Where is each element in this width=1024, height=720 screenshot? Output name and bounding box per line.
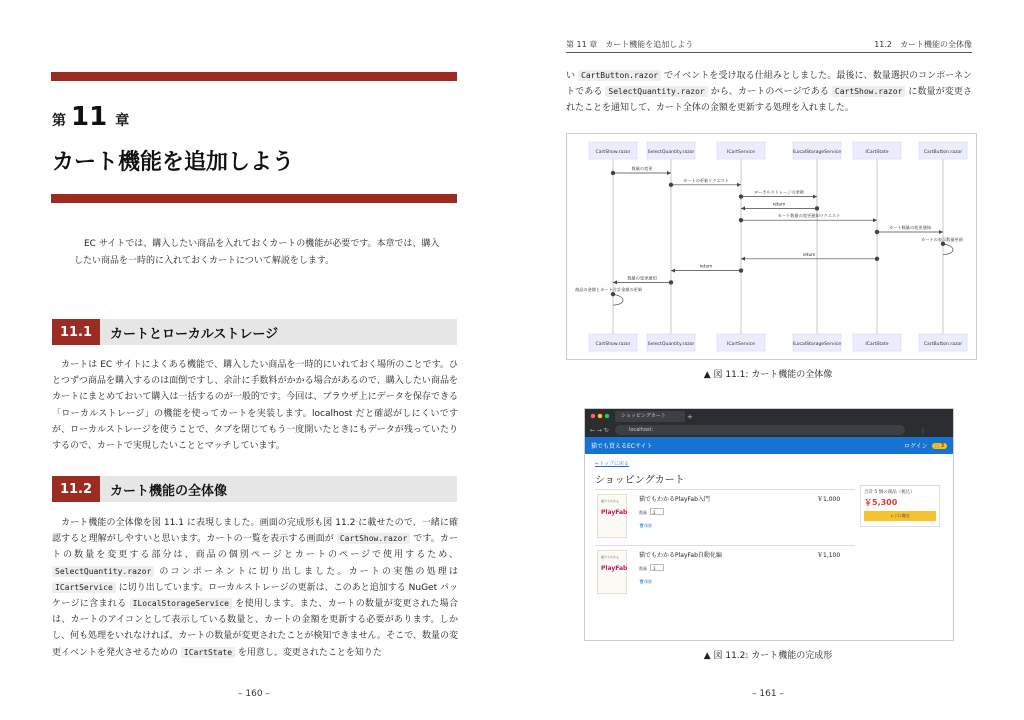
site-title[interactable]: 猫でも買えるECサイト xyxy=(591,443,653,450)
cart-heading: ショッピングカート xyxy=(595,475,685,486)
paragraph-11-2 xyxy=(52,515,458,661)
running-header xyxy=(566,39,972,53)
browser-menu-icon[interactable]: ⋮ xyxy=(920,428,926,435)
chapter-title: カート機能を追加しよう xyxy=(52,150,295,175)
navbar-right xyxy=(904,441,947,450)
text-run: のコンポーネントに切り出しました。カートの実態の処理は xyxy=(154,566,458,577)
message-label: 商品の金額とカート合計金額の更新 xyxy=(575,287,643,293)
chapter-suffix: 章 xyxy=(115,113,130,129)
text-run: から、カートのページである xyxy=(707,87,832,98)
paragraph-11-1: カートは EC サイトによくある機能で、購入したい商品を一時的にいれておく場所のことです。ひとつずつ商品を購入するのは面倒ですし、余計に手数料がかかる場合があるので、購入したい商品をカートにまとめておいて購入は一括するのが一般的です。今回は、ブラウザ上にデータを保存できる「ローカルストレージ」の機能を使ってカートを実装します。localhost だと確認がしにくいですが、ローカルストレージを使うことで、タブを閉じてもう一度開いたときにもデータが残っていたりするので、カートで実現したいこととマッチしています。 xyxy=(52,360,458,452)
message-label: カート数量の変更通知リクエスト xyxy=(777,213,841,219)
trash-icon: 🗑 xyxy=(639,579,645,584)
participant-label: ICartState xyxy=(865,150,889,155)
section-number: 11.1 xyxy=(52,319,100,345)
chapter-prefix: 第 xyxy=(52,113,66,129)
text-run: です。カートの数量を変更する部分は、商品の個別ページとカートのページで使用するため、 xyxy=(52,534,458,561)
browser-chrome xyxy=(585,409,953,437)
cart-item xyxy=(595,545,855,591)
participant-label: CartShow.razor xyxy=(595,342,631,347)
arrowhead xyxy=(671,269,675,273)
inline-code: SelectQuantity.razor xyxy=(52,566,154,577)
section-title: カート機能の全体像 xyxy=(110,483,228,499)
chapter-top-rule xyxy=(51,72,457,81)
cart-button[interactable] xyxy=(932,443,947,449)
delete-item-button[interactable] xyxy=(639,523,652,529)
chapter-number xyxy=(52,102,129,132)
quantity-selector xyxy=(639,564,664,572)
app-screenshot-figure xyxy=(584,408,954,641)
participant-label: SelectQuantity.razor xyxy=(647,342,695,347)
section-heading-11-2 xyxy=(52,476,457,502)
arrowhead xyxy=(813,195,817,199)
app-navbar xyxy=(585,437,953,454)
item-name[interactable]: 猫でもわかるPlayFab入門 xyxy=(639,496,710,503)
figure-11-2-caption: ▲ 図 11.2: カート機能の完成形 xyxy=(703,651,833,661)
cart-icon: 🛒 xyxy=(934,442,941,449)
arrowhead xyxy=(939,230,943,234)
minimize-window-icon[interactable] xyxy=(598,414,603,419)
sequence-diagram-figure xyxy=(566,133,977,360)
inline-code: ICartState xyxy=(181,647,235,658)
participant-label: ILocalStorageService xyxy=(792,150,842,155)
header-chapter: 第 11 章 カート機能を追加しよう xyxy=(566,40,694,49)
inline-code: ILocalStorageService xyxy=(130,598,232,609)
address-bar[interactable] xyxy=(615,425,905,435)
text-run: に数量が変更されたことを通知して、カート全体の金額を更新する処理を入れました。 xyxy=(566,87,972,114)
arrowhead xyxy=(613,280,617,284)
arrowhead xyxy=(667,171,671,175)
quantity-label: 数量 xyxy=(639,566,647,571)
participant-label: CartShow.razor xyxy=(595,150,631,155)
participant-label: CartButton.razor xyxy=(923,342,963,347)
inline-code: SelectQuantity.razor xyxy=(605,86,707,97)
summary-label: 合計 5 個の商品（税込） xyxy=(864,490,915,495)
section-heading-11-1 xyxy=(52,319,457,345)
participant-label: ICartService xyxy=(726,150,756,155)
sequence-diagram xyxy=(567,134,976,359)
text-run: でイベントを受け取る仕組みとしました。最後に、数量選択のコンポーネントである xyxy=(566,71,972,98)
cart-count: 3 xyxy=(940,442,944,449)
delete-label: 削除 xyxy=(644,579,653,584)
message-label: 数量の変更 xyxy=(631,166,653,171)
arrowhead xyxy=(873,218,877,222)
self-message-arrow xyxy=(943,244,953,255)
section-title: カートとローカルストレージ xyxy=(110,326,279,342)
item-name[interactable]: 猫でもわかるPlayFab自動化編 xyxy=(639,552,722,559)
header-section: 11.2 カート機能の全体像 xyxy=(874,40,972,49)
maximize-window-icon[interactable] xyxy=(605,414,610,419)
quantity-selector xyxy=(639,508,664,516)
chapter-bottom-rule xyxy=(51,194,457,203)
message-label: カート数量の変更通知 xyxy=(889,225,931,230)
inline-code: CartButton.razor xyxy=(578,70,661,81)
message-label: カートの表示数量更新 xyxy=(921,236,963,242)
section-number: 11.2 xyxy=(52,476,100,502)
participant-label: ICartState xyxy=(865,342,889,347)
cover-brand: PlayFab xyxy=(601,509,628,516)
participant-label: SelectQuantity.razor xyxy=(647,150,695,155)
cart-item xyxy=(595,489,855,535)
arrowhead xyxy=(741,257,745,261)
message-label: 数量の変更通知 xyxy=(627,275,657,281)
message-label: return xyxy=(699,263,713,269)
close-window-icon[interactable] xyxy=(591,414,596,419)
text-run: を用意し、変更されたことを知りた xyxy=(235,647,382,658)
page-number-right: – 161 – xyxy=(752,689,784,699)
nav-arrows-icon[interactable]: ← → ↻ xyxy=(590,427,609,434)
chapter-intro: EC サイトでは、購入したい商品を入れておくカートの機能が必要です。本章では、購入したい商品を一時的に入れておくカートについて解説をします。 xyxy=(74,239,440,266)
summary-price: ￥5,300 xyxy=(864,498,898,507)
delete-label: 削除 xyxy=(644,523,653,528)
figure-11-1-caption: ▲ 図 11.1: カート機能の全体像 xyxy=(703,370,833,380)
participant-label: CartButton.razor xyxy=(923,150,963,155)
cover-subtitle: 猫でもわかる xyxy=(601,555,620,559)
participant-label: ILocalStorageService xyxy=(792,342,842,347)
message-label: return xyxy=(802,251,816,257)
quantity-label: 数量 xyxy=(639,510,647,515)
tab-title: ショッピングカート xyxy=(621,413,666,419)
book-cover-image xyxy=(597,494,627,538)
login-link[interactable]: ログイン xyxy=(903,443,928,450)
arrowhead xyxy=(737,183,741,187)
new-tab-icon[interactable]: + xyxy=(687,413,693,421)
item-price: ￥1,100 xyxy=(817,552,841,559)
url-text: localhost: xyxy=(629,427,654,433)
delete-item-button[interactable] xyxy=(639,579,652,585)
book-cover-image xyxy=(597,550,627,594)
message-label: ローカルストレージの更新 xyxy=(754,189,804,195)
order-summary xyxy=(860,485,940,527)
text-run: を使用します。また、カートの数量が変更された場合は、カートのアイコンとして表示している数量と、カートの金額を更新する必要があります。しかし、何も処理をいれなければ、カートの数量が変更されたことが検知できません。そこで、数量の変更イベントを発火させるための xyxy=(52,599,458,658)
message-label: return xyxy=(772,201,786,207)
cover-subtitle: 猫でもわかる xyxy=(601,499,620,503)
inline-code: CartShow.razor xyxy=(832,86,905,97)
text-run: カート機能の全体像を図 11.1 に表現しました。画面の完成形も図 11.2 に載せたので、一緒に確認すると理解がしやすいと思います。カートの一覧を表示する画面が xyxy=(52,518,458,545)
quantity-input[interactable]: 3 xyxy=(650,564,664,571)
chapter-number-value: 11 xyxy=(71,102,108,132)
text-run: に切り出しています。ローカルストレージの更新は、このあと追加する NuGet パッケージに含まれる xyxy=(52,582,458,610)
inline-code: ICartService xyxy=(52,582,116,593)
message-label: カートの更新リクエスト xyxy=(683,177,729,183)
inline-code: CartShow.razor xyxy=(337,533,410,544)
self-message-arrow xyxy=(613,294,623,305)
item-price: ￥1,000 xyxy=(817,496,841,503)
cover-brand: PlayFab xyxy=(601,565,628,572)
back-to-top-link[interactable]: ←トップに戻る xyxy=(595,461,630,467)
right-paragraph xyxy=(566,68,972,117)
quantity-input[interactable]: 2 xyxy=(650,508,664,515)
text-run: い xyxy=(566,71,579,81)
arrowhead xyxy=(741,206,745,210)
participant-label: ICartService xyxy=(726,342,756,347)
page-number-left: – 160 – xyxy=(238,689,270,699)
checkout-button[interactable]: レジに進む xyxy=(864,511,936,521)
trash-icon: 🗑 xyxy=(639,523,645,528)
